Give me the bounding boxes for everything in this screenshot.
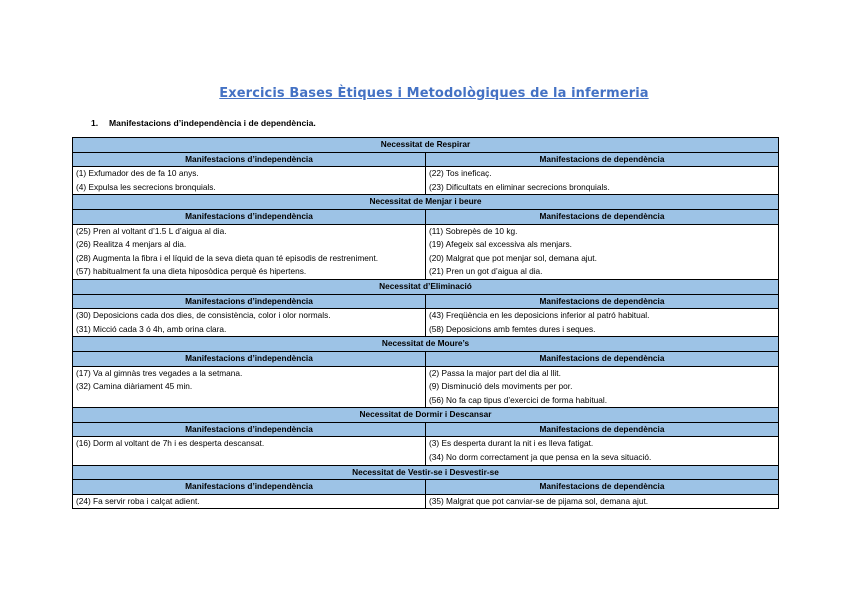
independence-cell [73,366,426,408]
independence-cell [73,167,426,195]
dependence-column-header: Manifestacions de dependència [426,480,779,495]
dependence-item: (20) Malgrat que pot menjar sol, demana ajut. [429,252,597,263]
need-title: Necessitat de Menjar i beure [73,195,779,210]
dependence-item: (11) Sobrepès de 10 kg. [429,225,518,236]
document-title: Exercicis Bases Ètiques i Metodològiques de la infermeria [219,86,649,101]
dependence-cell [426,366,779,408]
need-title: Necessitat de Dormir i Descansar [73,408,779,423]
manifestations-row [73,437,779,465]
dependence-item: (2) Passa la major part del dia al llit. [429,367,561,378]
independence-cell [73,437,426,465]
independence-item: (4) Expulsa les secrecions bronquials. [76,181,216,192]
manifestations-row [73,224,779,279]
independence-item: (57) habitualment fa una dieta hiposòdica perquè és hipertens. [76,266,307,277]
dependence-item: (9) Disminució dels moviments per por. [429,381,573,392]
independence-column-header: Manifestacions d’independència [73,209,426,224]
need-title-row [73,337,779,352]
independence-cell [73,224,426,279]
independence-item: (17) Va al gimnàs tres vegades a la setmana. [76,367,243,378]
dependence-cell [426,167,779,195]
manifestations-row [73,309,779,337]
column-header-row [73,152,779,167]
dependence-column-header: Manifestacions de dependència [426,152,779,167]
independence-item: (31) Micció cada 3 ó 4h, amb orina clara. [76,323,227,334]
need-title: Necessitat de Moure’s [73,337,779,352]
dependence-item: (19) Afegeix sal excessiva als menjars. [429,239,572,250]
independence-item: (25) Pren al voltant d’1.5 L d’aigua al dia. [76,225,227,236]
needs-table-body [73,138,779,509]
dependence-item: (3) Es desperta durant la nit i es lleva fatigat. [429,438,594,449]
dependence-column-header: Manifestacions de dependència [426,294,779,309]
manifestations-row [73,494,779,509]
dependence-cell [426,437,779,465]
manifestations-row [73,366,779,408]
need-title-row [73,279,779,294]
section-number: 1. [91,118,99,128]
independence-cell [73,309,426,337]
dependence-item: (21) Pren un got d’aigua al dia. [429,266,543,277]
independence-item: (24) Fa servir roba i calçat adient. [76,495,200,506]
dependence-item: (56) No fa cap tipus d’exercici de forma habitual. [429,394,608,405]
independence-item: (16) Dorm al voltant de 7h i es desperta descansat. [76,438,265,449]
independence-item: (1) Exfumador des de fa 10 anys. [76,168,199,179]
independence-item: (32) Camina diàriament 45 min. [76,381,193,392]
column-header-row [73,209,779,224]
independence-cell [73,494,426,509]
dependence-item: (35) Malgrat que pot canviar-se de pijama sol, demana ajut. [429,495,649,506]
manifestations-row [73,167,779,195]
column-header-row [73,351,779,366]
dependence-column-header: Manifestacions de dependència [426,351,779,366]
need-title-row [73,138,779,153]
need-title-row [73,408,779,423]
dependence-item: (43) Freqüència en les deposicions inferior al patró habitual. [429,310,650,321]
section-heading [91,118,316,128]
dependence-cell [426,309,779,337]
need-title: Necessitat d’Eliminació [73,279,779,294]
dependence-item: (22) Tos ineficaç. [429,168,492,179]
column-header-row [73,480,779,495]
dependence-column-header: Manifestacions de dependència [426,209,779,224]
need-title: Necessitat de Vestir-se i Desvestir-se [73,465,779,480]
dependence-cell [426,494,779,509]
independence-column-header: Manifestacions d’independència [73,480,426,495]
column-header-row [73,422,779,437]
needs-table [72,137,779,509]
dependence-item: (34) No dorm correctament ja que pensa en la seva situació. [429,452,652,463]
need-title-row [73,465,779,480]
independence-column-header: Manifestacions d’independència [73,422,426,437]
dependence-cell [426,224,779,279]
independence-item: (28) Augmenta la fibra i el líquid de la seva dieta quan té episodis de restreniment. [76,252,379,263]
independence-item: (26) Realitza 4 menjars al dia. [76,239,187,250]
independence-column-header: Manifestacions d’independència [73,351,426,366]
independence-column-header: Manifestacions d’independència [73,294,426,309]
column-header-row [73,294,779,309]
independence-column-header: Manifestacions d’independència [73,152,426,167]
dependence-item: (58) Deposicions amb femtes dures i seques. [429,323,596,334]
need-title-row [73,195,779,210]
independence-item: (30) Deposicions cada dos dies, de consistència, color i olor normals. [76,310,331,321]
need-title: Necessitat de Respirar [73,138,779,153]
dependence-item: (23) Dificultats en eliminar secrecions bronquials. [429,181,610,192]
section-heading-text: Manifestacions d’independència i de dependència. [109,118,316,128]
dependence-column-header: Manifestacions de dependència [426,422,779,437]
